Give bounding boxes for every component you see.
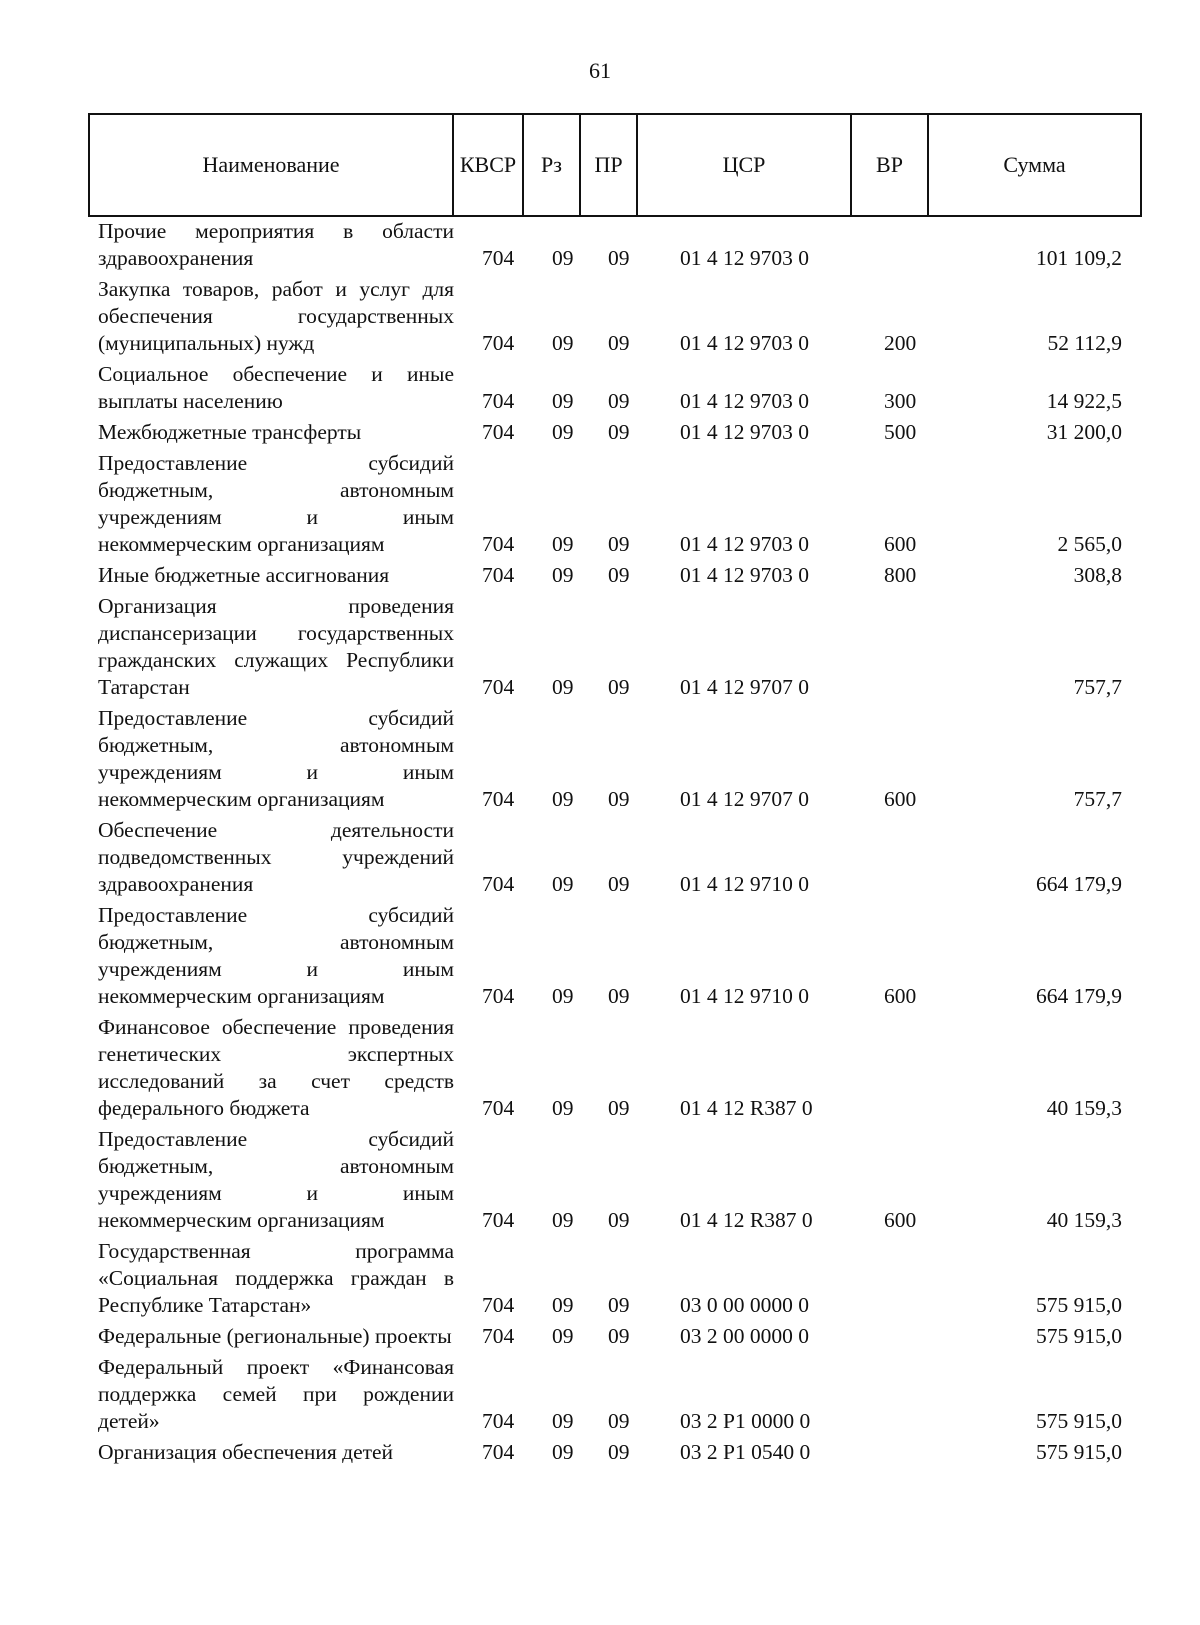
row-rz: 09 <box>552 420 574 444</box>
row-name: Предоставление субсидий бюджетным, автономным учреждениям и иным некоммерческим организациям <box>98 1127 454 1232</box>
row-name: Обеспечение деятельности подведомственных учреждений здравоохранения <box>98 818 454 896</box>
row-vr: 600 <box>884 984 917 1008</box>
table-header <box>88 113 1142 217</box>
row-csr: 01 4 12 9703 0 <box>680 420 809 444</box>
table-row <box>0 902 1200 1010</box>
row-pr: 09 <box>608 1208 630 1232</box>
row-kvsr: 704 <box>482 1293 515 1317</box>
row-pr: 09 <box>608 563 630 587</box>
row-name: Государственная программа «Социальная поддержка граждан в Республике Татарстан» <box>98 1239 454 1317</box>
row-rz: 09 <box>552 1208 574 1232</box>
row-csr: 01 4 12 9710 0 <box>680 984 809 1008</box>
table-row <box>0 1014 1200 1122</box>
row-pr: 09 <box>608 246 630 270</box>
row-name: Прочие мероприятия в области здравоохранения <box>98 219 454 270</box>
table-row <box>0 450 1200 558</box>
row-sum: 40 159,3 <box>1046 1208 1122 1232</box>
row-pr: 09 <box>608 1096 630 1120</box>
row-pr: 09 <box>608 787 630 811</box>
table-body <box>0 218 1200 1470</box>
row-sum: 31 200,0 <box>1046 420 1122 444</box>
row-pr: 09 <box>608 1324 630 1348</box>
row-csr: 03 2 P1 0540 0 <box>680 1440 811 1464</box>
row-sum: 664 179,9 <box>1036 984 1122 1008</box>
table-row <box>0 1439 1200 1466</box>
row-csr: 03 2 00 0000 0 <box>680 1324 809 1348</box>
table-row <box>0 705 1200 813</box>
header-sum: Сумма <box>928 114 1141 216</box>
row-sum: 575 915,0 <box>1036 1324 1122 1348</box>
row-rz: 09 <box>552 984 574 1008</box>
table-row <box>0 1323 1200 1350</box>
table-row <box>0 419 1200 446</box>
row-kvsr: 704 <box>482 420 515 444</box>
table-row <box>0 361 1200 415</box>
row-name: Федеральный проект «Финансовая поддержка семей при рождении детей» <box>98 1355 454 1433</box>
row-name: Иные бюджетные ассигнования <box>98 563 390 587</box>
row-pr: 09 <box>608 984 630 1008</box>
row-csr: 01 4 12 9707 0 <box>680 787 809 811</box>
table-row <box>0 218 1200 272</box>
row-kvsr: 704 <box>482 675 515 699</box>
row-csr: 03 0 00 0000 0 <box>680 1293 809 1317</box>
row-csr: 01 4 12 R387 0 <box>680 1208 813 1232</box>
row-sum: 757,7 <box>1073 675 1122 699</box>
row-vr: 300 <box>884 389 917 413</box>
page-number: 61 <box>589 58 611 83</box>
row-rz: 09 <box>552 675 574 699</box>
row-kvsr: 704 <box>482 1440 515 1464</box>
row-kvsr: 704 <box>482 872 515 896</box>
table-row <box>0 1354 1200 1435</box>
row-name: Организация обеспечения детей <box>98 1440 394 1464</box>
header-csr: ЦСР <box>637 114 851 216</box>
row-pr: 09 <box>608 389 630 413</box>
row-rz: 09 <box>552 1440 574 1464</box>
row-name: Предоставление субсидий бюджетным, автономным учреждениям и иным некоммерческим организациям <box>98 451 454 556</box>
row-vr: 500 <box>884 420 917 444</box>
table-row <box>0 593 1200 701</box>
row-pr: 09 <box>608 532 630 556</box>
row-sum: 664 179,9 <box>1036 872 1122 896</box>
row-sum: 575 915,0 <box>1036 1409 1122 1433</box>
row-csr: 01 4 12 9703 0 <box>680 389 809 413</box>
row-kvsr: 704 <box>482 532 515 556</box>
row-sum: 575 915,0 <box>1036 1440 1122 1464</box>
row-csr: 01 4 12 9703 0 <box>680 331 809 355</box>
table-row <box>0 1238 1200 1319</box>
header-pr: ПР <box>580 114 637 216</box>
row-rz: 09 <box>552 532 574 556</box>
row-kvsr: 704 <box>482 1409 515 1433</box>
row-rz: 09 <box>552 563 574 587</box>
row-name: Предоставление субсидий бюджетным, автономным учреждениям и иным некоммерческим организациям <box>98 903 454 1008</box>
header-vr: ВР <box>851 114 928 216</box>
row-name: Закупка товаров, работ и услуг для обеспечения государственных (муниципальных) нужд <box>98 277 454 355</box>
row-rz: 09 <box>552 1096 574 1120</box>
row-vr: 800 <box>884 563 917 587</box>
row-kvsr: 704 <box>482 331 515 355</box>
row-kvsr: 704 <box>482 563 515 587</box>
row-name: Предоставление субсидий бюджетным, автономным учреждениям и иным некоммерческим организациям <box>98 706 454 811</box>
row-kvsr: 704 <box>482 1208 515 1232</box>
row-sum: 52 112,9 <box>1047 331 1122 355</box>
row-pr: 09 <box>608 331 630 355</box>
row-csr: 03 2 P1 0000 0 <box>680 1409 811 1433</box>
row-csr: 01 4 12 9703 0 <box>680 532 809 556</box>
row-kvsr: 704 <box>482 1324 515 1348</box>
row-name: Федеральные (региональные) проекты <box>98 1324 452 1348</box>
row-rz: 09 <box>552 1293 574 1317</box>
row-rz: 09 <box>552 872 574 896</box>
row-pr: 09 <box>608 420 630 444</box>
table-row <box>0 562 1200 589</box>
row-csr: 01 4 12 9703 0 <box>680 563 809 587</box>
row-rz: 09 <box>552 787 574 811</box>
row-pr: 09 <box>608 872 630 896</box>
row-rz: 09 <box>552 389 574 413</box>
table-row <box>0 1126 1200 1234</box>
row-vr: 600 <box>884 787 917 811</box>
header-rz: Рз <box>523 114 580 216</box>
row-rz: 09 <box>552 1409 574 1433</box>
row-sum: 101 109,2 <box>1036 246 1122 270</box>
row-sum: 2 565,0 <box>1057 532 1122 556</box>
row-sum: 757,7 <box>1073 787 1122 811</box>
row-sum: 14 922,5 <box>1046 389 1122 413</box>
row-name: Социальное обеспечение и иные выплаты населению <box>98 362 454 413</box>
row-name: Финансовое обеспечение проведения генетических экспертных исследований за счет средств федерального бюджета <box>98 1015 454 1120</box>
row-kvsr: 704 <box>482 246 515 270</box>
table-row <box>0 817 1200 898</box>
row-kvsr: 704 <box>482 1096 515 1120</box>
row-sum: 40 159,3 <box>1046 1096 1122 1120</box>
row-rz: 09 <box>552 246 574 270</box>
row-pr: 09 <box>608 1409 630 1433</box>
row-kvsr: 704 <box>482 787 515 811</box>
row-pr: 09 <box>608 1440 630 1464</box>
row-pr: 09 <box>608 1293 630 1317</box>
header-kvsr: КВСР <box>453 114 523 216</box>
row-name: Межбюджетные трансферты <box>98 420 362 444</box>
row-rz: 09 <box>552 1324 574 1348</box>
row-rz: 09 <box>552 331 574 355</box>
row-pr: 09 <box>608 675 630 699</box>
row-kvsr: 704 <box>482 389 515 413</box>
row-sum: 308,8 <box>1073 563 1122 587</box>
row-vr: 200 <box>884 331 917 355</box>
row-name: Организация проведения диспансеризации государственных гражданских служащих Республики Татарстан <box>98 594 454 699</box>
row-sum: 575 915,0 <box>1036 1293 1122 1317</box>
header-name: Наименование <box>89 114 453 216</box>
row-csr: 01 4 12 R387 0 <box>680 1096 813 1120</box>
row-csr: 01 4 12 9703 0 <box>680 246 809 270</box>
row-csr: 01 4 12 9707 0 <box>680 675 809 699</box>
row-kvsr: 704 <box>482 984 515 1008</box>
row-vr: 600 <box>884 1208 917 1232</box>
row-csr: 01 4 12 9710 0 <box>680 872 809 896</box>
table-row <box>0 276 1200 357</box>
row-vr: 600 <box>884 532 917 556</box>
